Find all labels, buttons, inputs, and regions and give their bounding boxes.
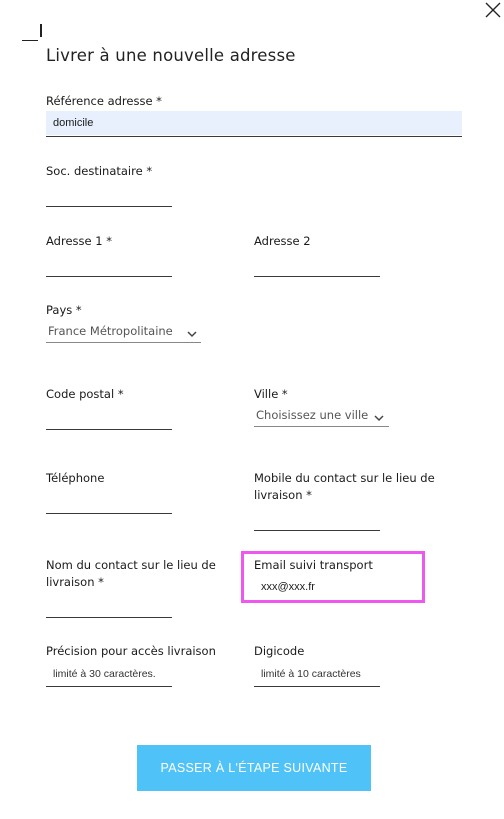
delivery-access-input[interactable] (46, 664, 172, 686)
company-underline (46, 206, 172, 207)
modal-title: Livrer à une nouvelle adresse (46, 46, 296, 65)
digicode-underline (254, 686, 380, 687)
delivery-access-underline (46, 686, 172, 687)
city-selected-value: Choisissez une ville (256, 408, 369, 422)
address1-input[interactable] (46, 254, 172, 276)
reference-value: domicile (53, 117, 94, 129)
country-selected-value: France Métropolitaine (48, 324, 173, 338)
close-icon[interactable] (482, 0, 504, 22)
city-select[interactable] (254, 406, 389, 426)
chevron-down-icon (186, 325, 198, 337)
address2-underline (254, 276, 380, 277)
mobile-label-line1: Mobile du contact sur le lieu de (254, 471, 435, 485)
contact-name-label-line1: Nom du contact sur le lieu de (46, 558, 216, 572)
email-tracking-value: xxx@xxx.fr (261, 581, 315, 593)
address2-input[interactable] (254, 254, 380, 276)
company-label: Soc. destinataire * (46, 164, 153, 178)
brand-cursor-icon (22, 22, 44, 44)
phone-label: Téléphone (46, 471, 105, 485)
digicode-input[interactable] (254, 664, 380, 686)
company-input[interactable] (46, 184, 172, 206)
chevron-down-icon (373, 409, 385, 421)
contact-name-label-line2: livraison * (46, 575, 104, 589)
city-underline (254, 426, 389, 427)
next-step-button[interactable]: PASSER À L'ÉTAPE SUIVANTE (137, 745, 371, 791)
reference-input[interactable] (46, 111, 462, 135)
delivery-access-placeholder: limité à 30 caractères. (53, 668, 156, 680)
address2-label: Adresse 2 (254, 234, 311, 248)
city-label: Ville * (254, 387, 288, 401)
address1-label: Adresse 1 * (46, 234, 112, 248)
mobile-input[interactable] (254, 508, 380, 530)
contact-name-input[interactable] (46, 596, 172, 618)
country-label: Pays * (46, 303, 82, 317)
phone-input[interactable] (46, 491, 172, 513)
mobile-underline (254, 530, 380, 531)
postal-code-underline (46, 429, 172, 430)
reference-underline (46, 136, 462, 137)
postal-code-input[interactable] (46, 407, 172, 429)
address1-underline (46, 276, 172, 277)
contact-name-underline (46, 617, 172, 618)
email-tracking-input[interactable] (254, 578, 414, 598)
mobile-label-line2: livraison * (254, 488, 312, 502)
phone-underline (46, 513, 172, 514)
country-select[interactable] (46, 322, 201, 342)
digicode-placeholder: limité à 10 caractères (261, 668, 361, 680)
email-tracking-label: Email suivi transport (254, 558, 373, 572)
postal-code-label: Code postal * (46, 387, 124, 401)
digicode-label: Digicode (254, 644, 305, 658)
reference-label: Référence adresse * (46, 94, 162, 108)
country-underline (46, 342, 201, 343)
delivery-access-label: Précision pour accès livraison (46, 644, 216, 658)
